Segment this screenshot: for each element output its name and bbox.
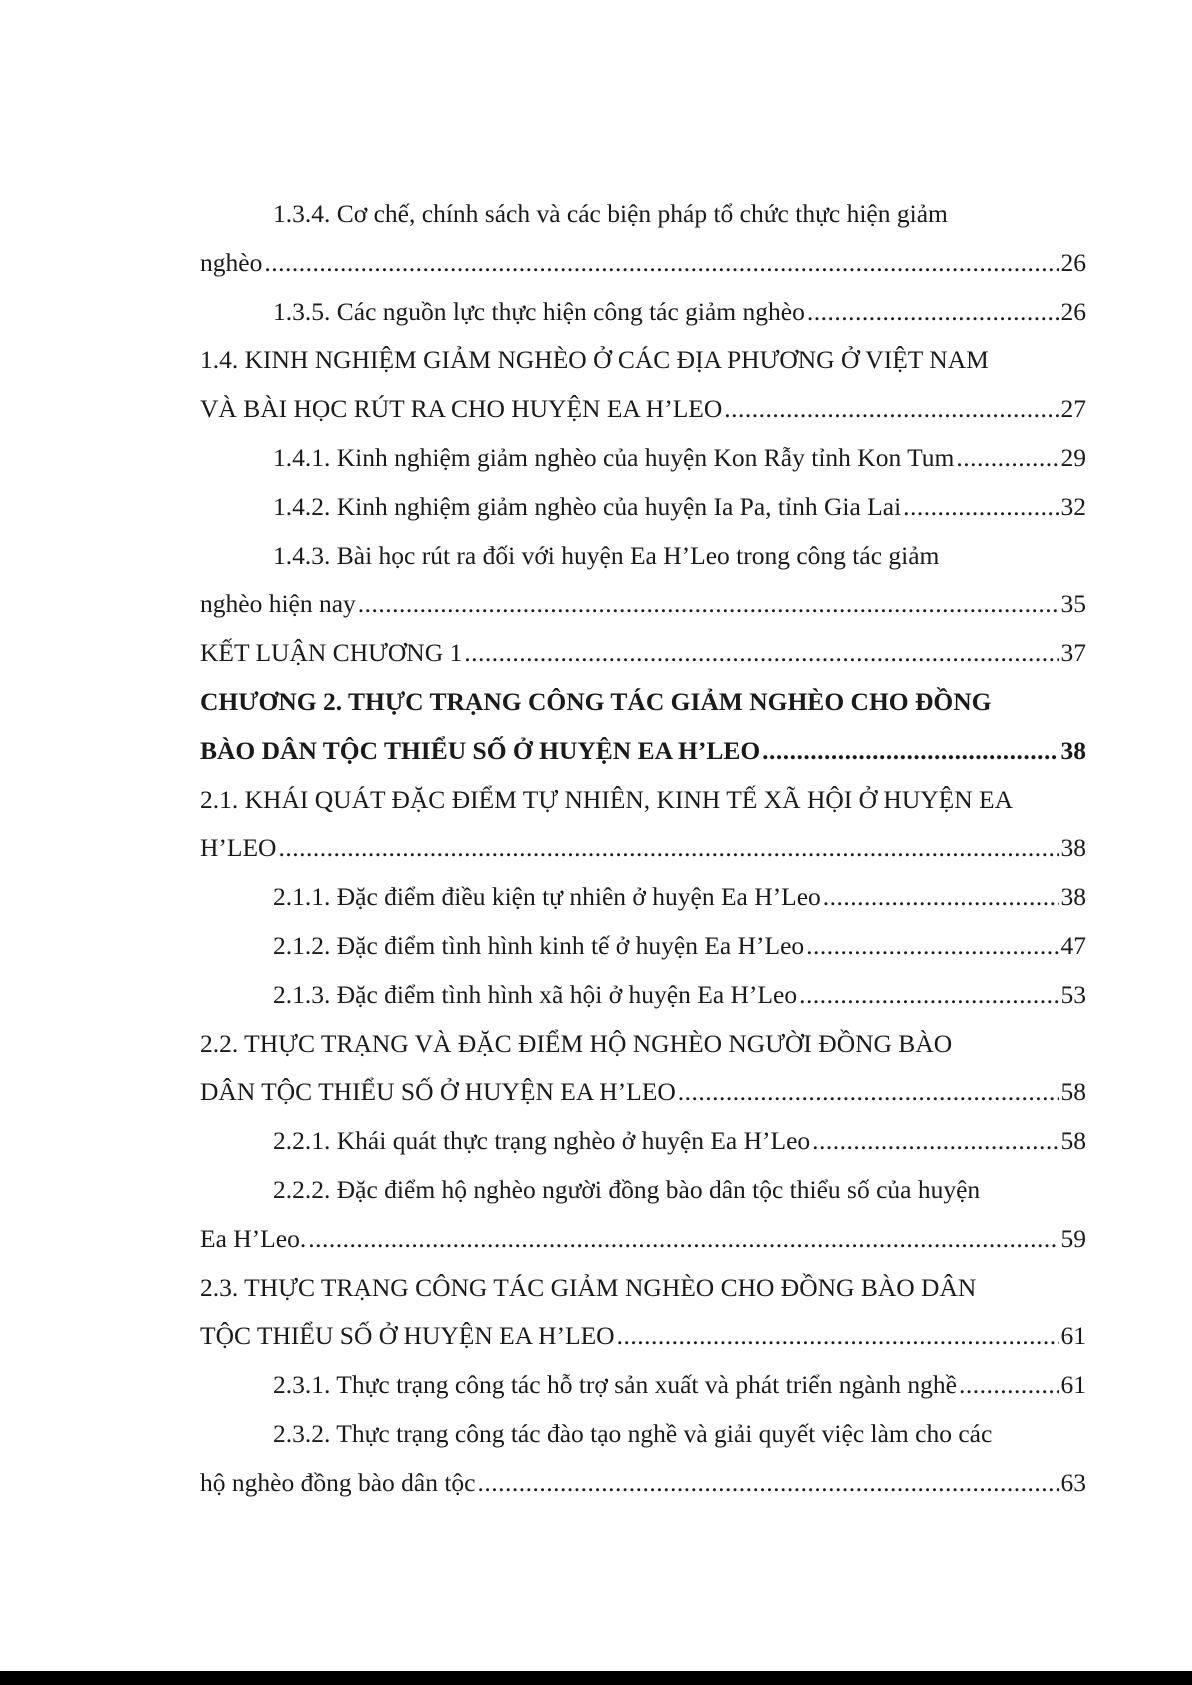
- toc-entry-title: nghèo hiện nay: [200, 589, 356, 619]
- toc-entry-leader-line: [200, 971, 1086, 1020]
- toc-entry-title-line: CHƯƠNG 2. THỰC TRẠNG CÔNG TÁC GIẢM NGHÈO CHO ĐỒNG: [200, 686, 992, 716]
- dot-leader: [477, 1459, 1058, 1508]
- toc-entry-title-line: 1.4. KINH NGHIỆM GIẢM NGHÈO Ở CÁC ĐỊA PHƯƠNG Ở VIỆT NAM: [200, 345, 989, 375]
- toc-entry-title: 2.1.3. Đặc điểm tình hình xã hội ở huyện Ea H’Leo: [273, 979, 798, 1009]
- toc-page-number: 63: [1060, 1467, 1086, 1497]
- toc-entry-title: KẾT LUẬN CHƯƠNG 1: [200, 638, 463, 668]
- toc-entry[interactable]: [200, 678, 1086, 776]
- toc-entry-leader-line: [200, 434, 1086, 483]
- dot-leader: [358, 580, 1059, 629]
- toc-entry-title: 1.4.1. Kinh nghiệm giảm nghèo của huyện Kon Rẫy tỉnh Kon Tum: [273, 442, 955, 472]
- toc-entry-title-line: 2.3.2. Thực trạng công tác đào tạo nghề và giải quyết việc làm cho các: [273, 1418, 993, 1448]
- toc-entry-title: 1.3.5. Các nguồn lực thực hiện công tác giảm nghèo: [273, 296, 805, 326]
- toc-page-number: 58: [1060, 1126, 1086, 1156]
- dot-leader: [903, 483, 1058, 532]
- toc-entry-leader-line: [200, 824, 1086, 873]
- toc-entry-leader-line: [200, 385, 1086, 434]
- toc-page-number: 61: [1060, 1321, 1086, 1351]
- toc-entry[interactable]: [200, 1410, 1086, 1508]
- dot-leader: [806, 922, 1058, 971]
- toc-entry[interactable]: [200, 971, 1086, 1020]
- toc-entry-leader-line: [200, 727, 1086, 776]
- toc-entry[interactable]: [200, 1166, 1086, 1264]
- toc-entry[interactable]: [200, 483, 1086, 532]
- toc-entry-leader-line: [200, 629, 1086, 678]
- toc-page-number: 59: [1060, 1223, 1086, 1253]
- toc-page-number: 32: [1060, 491, 1086, 521]
- toc-entry[interactable]: [200, 1361, 1086, 1410]
- toc-entry-title-line: 2.1. KHÁI QUÁT ĐẶC ĐIỂM TỰ NHIÊN, KINH TẾ XÃ HỘI Ở HUYỆN EA: [200, 784, 1014, 814]
- toc-entry-title-line: 2.2. THỰC TRẠNG VÀ ĐẶC ĐIỂM HỘ NGHÈO NGƯỜI ĐỒNG BÀO: [200, 1028, 953, 1058]
- toc-entry-title: hộ nghèo đồng bào dân tộc: [200, 1467, 476, 1497]
- toc-entry[interactable]: [200, 629, 1086, 678]
- toc-entry-title: 2.1.1. Đặc điểm điều kiện tự nhiên ở huyện Ea H’Leo: [273, 882, 821, 912]
- toc-page-number: 29: [1060, 442, 1086, 472]
- toc-entry-title: nghèo: [200, 247, 263, 277]
- scan-edge-bar: [0, 1671, 1192, 1685]
- toc-entry-leader-line: [200, 1361, 1086, 1410]
- toc-page-number: 58: [1060, 1077, 1086, 1107]
- toc-entry-title-line: 2.3. THỰC TRẠNG CÔNG TÁC GIẢM NGHÈO CHO ĐỒNG BÀO DÂN: [200, 1272, 977, 1302]
- dot-leader: [308, 1215, 1058, 1264]
- toc-entry-leader-line: [200, 483, 1086, 532]
- toc-page-number: 26: [1060, 247, 1086, 277]
- toc-entry[interactable]: [200, 1264, 1086, 1362]
- toc-entry[interactable]: [200, 190, 1086, 288]
- dot-leader: [464, 629, 1058, 678]
- toc-page-number: 26: [1060, 296, 1086, 326]
- toc-entry[interactable]: [200, 288, 1086, 337]
- toc-entry[interactable]: [200, 873, 1086, 922]
- toc-entry-leader-line: [200, 1068, 1086, 1117]
- toc-entry-leader-line: [200, 288, 1086, 337]
- dot-leader: [724, 385, 1058, 434]
- toc-entry-title: Ea H’Leo.: [200, 1223, 307, 1253]
- dot-leader: [278, 824, 1058, 873]
- toc-entry-title: DÂN TỘC THIỂU SỐ Ở HUYỆN EA H’LEO: [200, 1077, 676, 1107]
- toc-entry-leader-line: [200, 580, 1086, 629]
- toc-entry-leader-line: [200, 1312, 1086, 1361]
- toc-entry-leader-line: [200, 922, 1086, 971]
- toc-entry[interactable]: [200, 532, 1086, 630]
- dot-leader: [812, 1117, 1058, 1166]
- dot-leader: [678, 1068, 1059, 1117]
- toc-page-number: 53: [1060, 979, 1086, 1009]
- toc-page-number: 27: [1060, 394, 1086, 424]
- toc-entry-leader-line: [200, 239, 1086, 288]
- toc-entry-title-line: 1.3.4. Cơ chế, chính sách và các biện pháp tổ chức thực hiện giảm: [273, 199, 948, 228]
- dot-leader: [264, 239, 1058, 288]
- toc-entry-title-line: 2.2.2. Đặc điểm hộ nghèo người đồng bào dân tộc thiểu số của huyện: [273, 1174, 981, 1204]
- toc-entry-title: 2.2.1. Khái quát thực trạng nghèo ở huyện Ea H’Leo: [273, 1126, 811, 1156]
- toc-page-number: 38: [1060, 882, 1086, 912]
- toc-entry-title: VÀ BÀI HỌC RÚT RA CHO HUYỆN EA H’LEO: [200, 394, 723, 424]
- toc-entry-leader-line: [200, 1215, 1086, 1264]
- toc-entry-leader-line: [200, 1117, 1086, 1166]
- toc-entry-title: H’LEO: [200, 833, 277, 863]
- toc-entry-title: 2.1.2. Đặc điểm tình hình kinh tế ở huyện Ea H’Leo: [273, 930, 805, 960]
- toc-entry-title: 2.3.1. Thực trạng công tác hỗ trợ sản xuất và phát triển ngành nghề: [273, 1370, 957, 1400]
- table-of-contents: [200, 190, 1086, 1508]
- toc-entry[interactable]: [200, 434, 1086, 483]
- toc-entry-title-line: 1.4.3. Bài học rút ra đối với huyện Ea H’Leo trong công tác giảm: [273, 540, 940, 570]
- dot-leader: [799, 971, 1058, 1020]
- dot-leader: [807, 288, 1059, 337]
- toc-entry[interactable]: [200, 922, 1086, 971]
- toc-page-number: 38: [1060, 833, 1086, 863]
- toc-page-number: 38: [1060, 735, 1086, 765]
- toc-entry-leader-line: [200, 1459, 1086, 1508]
- toc-entry-title: 1.4.2. Kinh nghiệm giảm nghèo của huyện Ia Pa, tỉnh Gia Lai: [273, 491, 902, 521]
- toc-page-number: 35: [1060, 589, 1086, 619]
- dot-leader: [617, 1312, 1059, 1361]
- toc-entry-title: TỘC THIỂU SỐ Ở HUYỆN EA H’LEO: [200, 1321, 615, 1351]
- dot-leader: [823, 873, 1059, 922]
- toc-entry-leader-line: [200, 873, 1086, 922]
- dot-leader: [959, 1361, 1059, 1410]
- toc-page-number: 37: [1060, 638, 1086, 668]
- toc-entry[interactable]: [200, 1117, 1086, 1166]
- toc-entry[interactable]: [200, 776, 1086, 874]
- toc-entry-title: BÀO DÂN TỘC THIỂU SỐ Ở HUYỆN EA H’LEO: [200, 735, 761, 765]
- toc-entry[interactable]: [200, 1020, 1086, 1118]
- toc-entry[interactable]: [200, 336, 1086, 434]
- dot-leader: [762, 727, 1058, 776]
- toc-page-number: 61: [1060, 1370, 1086, 1400]
- toc-page-number: 47: [1060, 930, 1086, 960]
- dot-leader: [956, 434, 1058, 483]
